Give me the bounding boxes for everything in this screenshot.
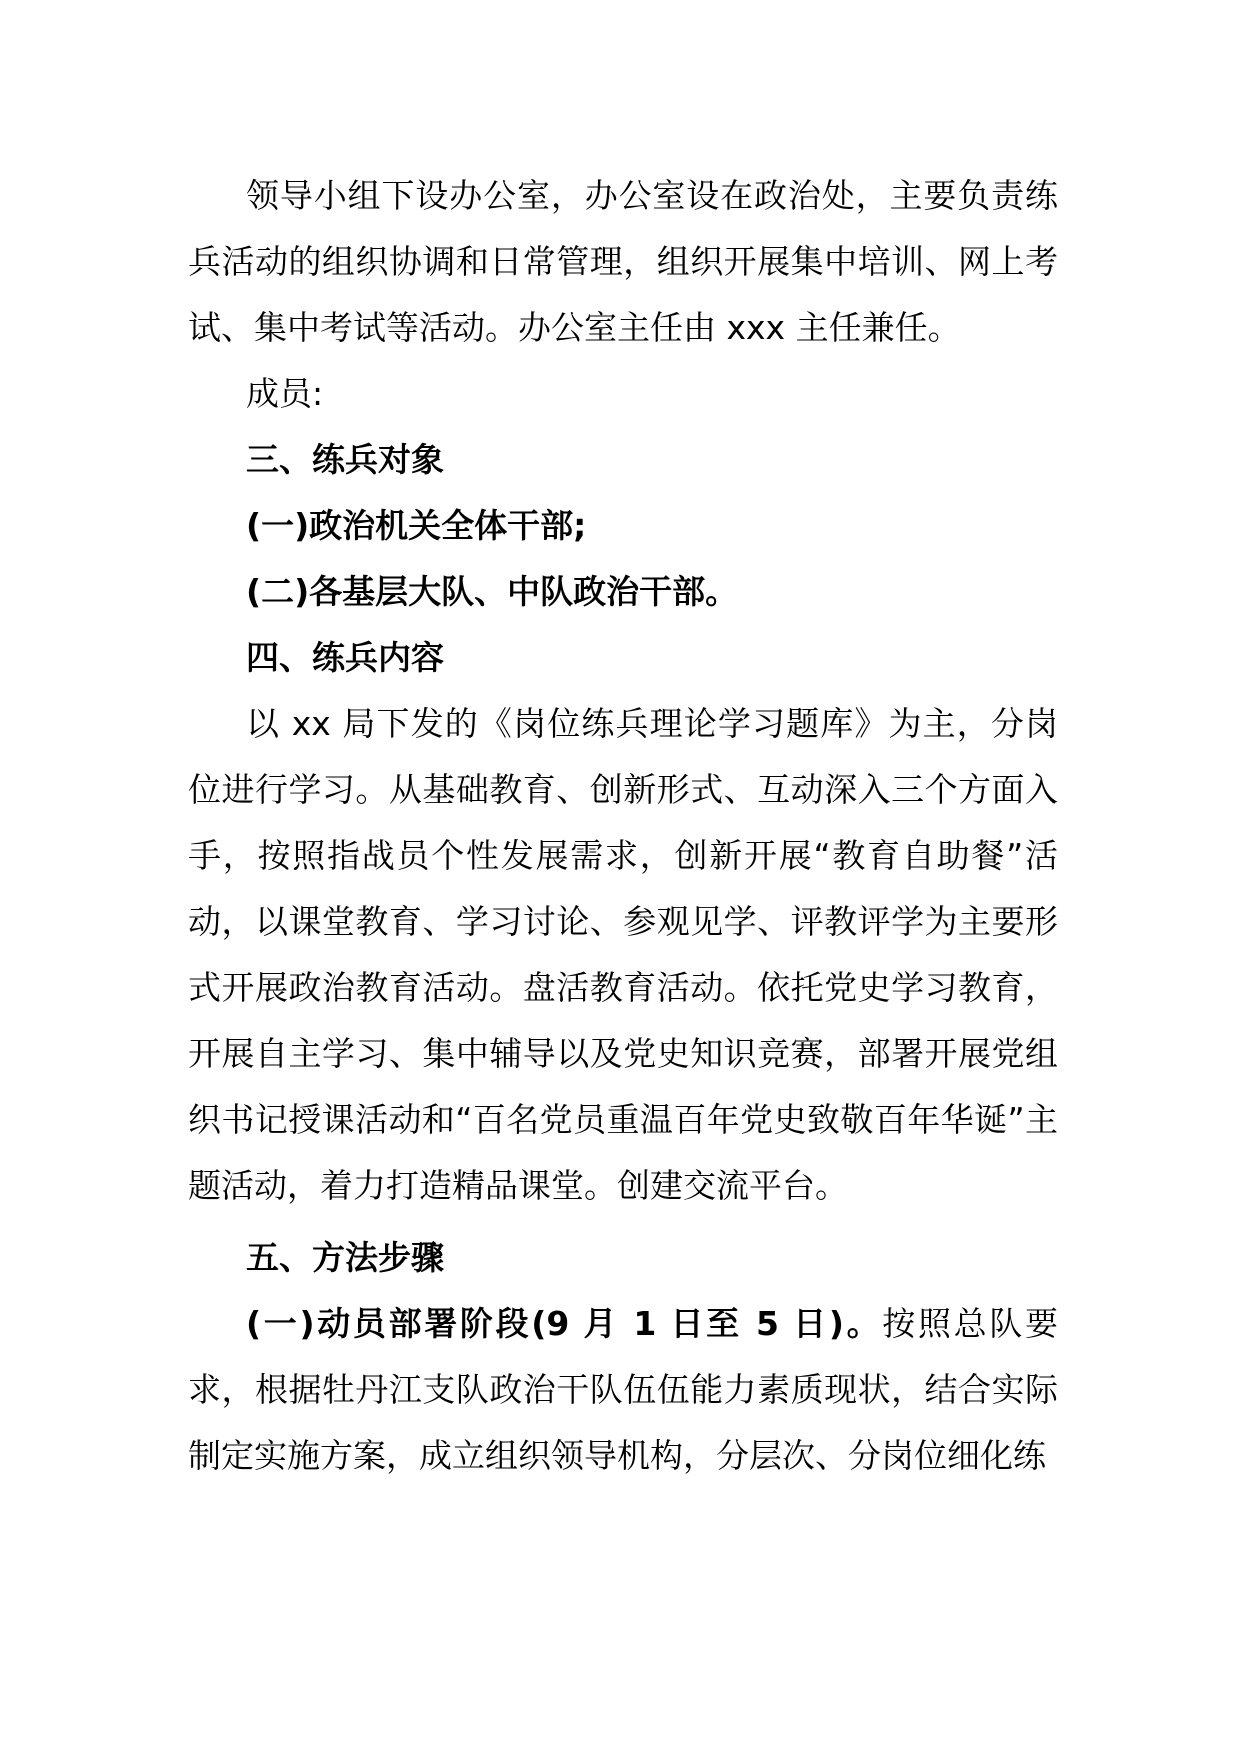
section-heading-targets: 三、练兵对象 <box>246 440 444 479</box>
paragraph-stage-1 <box>188 1291 1058 1489</box>
stage-1-title: (一)动员部署阶段(9 月 1 日至 5 日)。 <box>246 1304 883 1343</box>
document-body <box>188 163 1058 1489</box>
paragraph-office: 领导小组下设办公室，办公室设在政治处，主要负责练兵活动的组织协调和日常管理，组织开展集中培训、网上考试、集中考试等活动。办公室主任由 xxx 主任兼任。 <box>188 176 1058 347</box>
list-item-grassroots-cadres: (二)各基层大队、中队政治干部。 <box>246 572 739 611</box>
section-heading-methods: 五、方法步骤 <box>246 1238 444 1277</box>
paragraph-training-content: 以 xx 局下发的《岗位练兵理论学习题库》为主，分岗位进行学习。从基础教育、创新形式、互动深入三个方面入手，按照指战员个性发展需求，创新开展“教育自助餐”活动，以课堂教育、学习讨论、参观见学、评教评学为主要形式开展政治教育活动。盘活教育活动。依托党史学习教育，开展自主学习、集中辅导以及党史知识竞赛，部署开展党组织书记授课活动和“百名党员重温百年党史致敬百年华诞”主题活动，着力打造精品课堂。创建交流平台。 <box>188 704 1058 1205</box>
stage-1-text: 按照总队要求，根据牡丹江支队政治干队伍伍能力素质现状，结合实际制定实施方案，成立组织领导机构，分层次、分岗位细化练 <box>188 1304 1059 1475</box>
list-item-political-cadres: (一)政治机关全体干部; <box>246 506 587 545</box>
section-heading-content: 四、练兵内容 <box>246 638 444 677</box>
paragraph-members: 成员: <box>246 374 324 413</box>
